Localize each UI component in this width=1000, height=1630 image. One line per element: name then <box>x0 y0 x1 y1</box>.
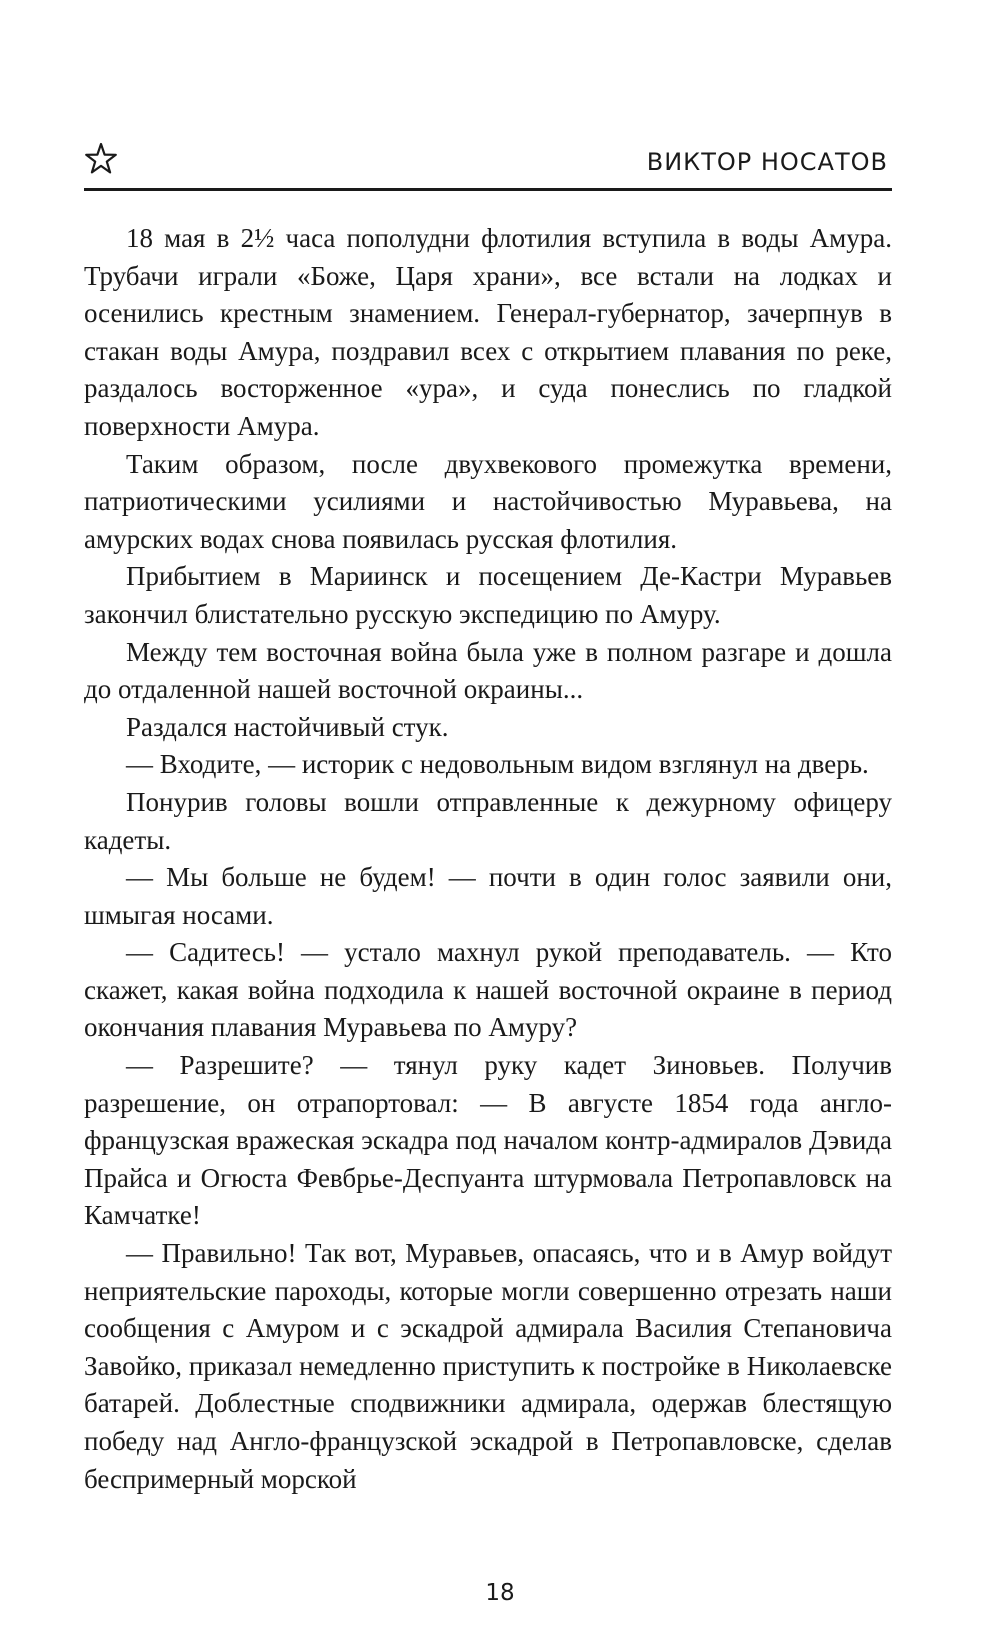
star-icon <box>84 142 118 176</box>
paragraph: Прибытием в Мариинск и посещением Де-Кастри Муравьев закончил блистательно русскую экспедицию по Амуру. <box>84 561 892 629</box>
author-name: ВИКТОР НОСАТОВ <box>646 148 888 176</box>
paragraph: — Садитесь! — устало махнул рукой преподаватель. — Кто скажет, какая война подходила к нашей восточной окраине в период окончания плавания Муравьева по Амуру? <box>84 937 892 1043</box>
paragraph: — Правильно! Так вот, Муравьев, опасаясь, что и в Амур войдут неприятельские пароходы, которые могли совершенно отрезать наши сообщения с Амуром и с эскадрой адмирала Василия Степановича Завойко, приказал немедленно приступить к постройке в Николаевске батарей. Доблестные сподвижники адмирала, одержав блестящую победу над Англо-французской эскадрой в Петропавловске, сделав беспримерный морской <box>84 1238 892 1494</box>
page-number: 18 <box>485 1580 515 1606</box>
paragraph: Раздался настойчивый стук. <box>126 711 449 742</box>
page-text <box>84 220 892 1498</box>
paragraph: 18 мая в 2½ часа пополудни флотилия вступила в воды Амура. Трубачи играли «Боже, Царя храни», все встали на лодках и осенились крестным знамением. Генерал-губернатор, зачерпнув в стакан воды Амура, поздравил всех с открытием плавания по реке, раздалось восторженное «ура», и суда понеслись по гладкой поверхности Амура. <box>84 223 892 441</box>
paragraph: — Разрешите? — тянул руку кадет Зиновьев. Получив разрешение, он отрапортовал: — В августе 1854 года англо-французская вражеская эскадра под началом контр-адмиралов Дэвида Прайса и Огюста Февбрье-Деспуанта штурмовала Петропавловск на Камчатке! <box>84 1050 892 1231</box>
paragraph: — Входите, — историк с недовольным видом взглянул на дверь. <box>126 749 869 780</box>
paragraph: Таким образом, после двухвекового промежутка времени, патриотическими усилиями и настойчивостью Муравьева, на амурских водах снова появилась русская флотилия. <box>84 448 892 554</box>
paragraph: — Мы больше не будем! — почти в один голос заявили они, шмыгая носами. <box>84 862 892 930</box>
paragraph: Между тем восточная война была уже в полном разгаре и дошла до отдаленной нашей восточной окраины... <box>84 636 892 705</box>
paragraph: Понурив головы вошли отправленные к дежурному офицеру кадеты. <box>84 786 892 855</box>
running-header <box>84 136 892 191</box>
